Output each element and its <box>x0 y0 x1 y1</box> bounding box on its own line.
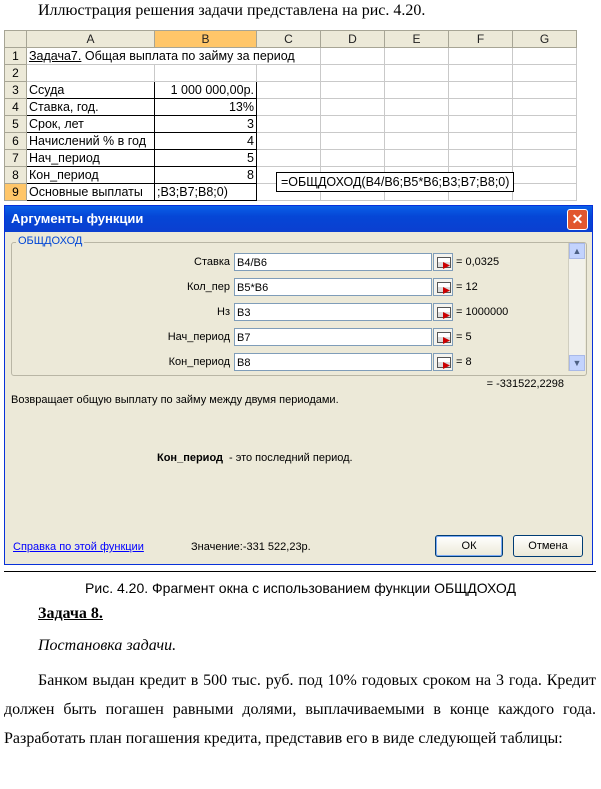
row-header[interactable]: 8 <box>5 167 27 184</box>
cell[interactable] <box>321 116 385 133</box>
figure-caption: Рис. 4.20. Фрагмент окна с использованием функции ОБЩДОХОД <box>85 580 516 596</box>
arg-input-kol-per[interactable]: B5*B6 <box>234 278 432 296</box>
cell[interactable] <box>513 184 577 201</box>
cell-a5[interactable]: Срок, лет <box>27 116 155 133</box>
col-header-c[interactable]: C <box>257 31 321 48</box>
cell[interactable] <box>385 65 449 82</box>
arg-input-kon-period[interactable]: B8 <box>234 353 432 371</box>
argument-name: Кон_период <box>157 452 223 464</box>
cell[interactable] <box>513 99 577 116</box>
task-label: Задача7. <box>29 49 82 63</box>
arg-result: = 8 <box>456 356 472 368</box>
arg-row-nach-period <box>12 328 572 348</box>
function-arguments-dialog <box>4 205 593 565</box>
cell-b5[interactable]: 3 <box>155 116 257 133</box>
cell[interactable] <box>449 65 513 82</box>
arg-result: = 0,0325 <box>456 256 500 268</box>
intro-text: Иллюстрация решения задачи представлена на рис. 4.20. <box>38 2 426 19</box>
cell-a3[interactable]: Ссуда <box>27 82 155 99</box>
arg-result: = 1000000 <box>456 306 509 318</box>
arg-label: Нз <box>217 306 230 318</box>
cell[interactable] <box>513 150 577 167</box>
row-header[interactable]: 5 <box>5 116 27 133</box>
cell[interactable] <box>321 133 385 150</box>
col-header-e[interactable]: E <box>385 31 449 48</box>
help-link[interactable]: Справка по этой функции <box>13 541 144 553</box>
cell[interactable] <box>385 133 449 150</box>
cell[interactable] <box>449 116 513 133</box>
cell[interactable] <box>449 150 513 167</box>
cell-b6[interactable]: 4 <box>155 133 257 150</box>
row-header[interactable]: 7 <box>5 150 27 167</box>
cell[interactable] <box>385 48 449 65</box>
cell[interactable] <box>385 116 449 133</box>
col-header-a[interactable]: A <box>27 31 155 48</box>
cell[interactable] <box>321 99 385 116</box>
scroll-down-icon[interactable]: ▼ <box>569 355 585 371</box>
cell[interactable] <box>513 133 577 150</box>
cell[interactable] <box>321 65 385 82</box>
arg-input-nach-period[interactable]: B7 <box>234 328 432 346</box>
col-header-b[interactable]: B <box>155 31 257 48</box>
cell[interactable] <box>385 99 449 116</box>
col-header-d[interactable]: D <box>321 31 385 48</box>
cell-a8[interactable]: Кон_период <box>27 167 155 184</box>
formula-result: = -331522,2298 <box>486 378 564 390</box>
row-header[interactable]: 2 <box>5 65 27 82</box>
cancel-button[interactable]: Отмена <box>513 535 583 557</box>
cell[interactable] <box>321 150 385 167</box>
arg-input-nz[interactable]: B3 <box>234 303 432 321</box>
value-display <box>191 541 311 553</box>
cell-a6[interactable]: Начислений % в год <box>27 133 155 150</box>
spreadsheet <box>4 30 597 206</box>
function-name-label: ОБЩДОХОД <box>18 235 83 247</box>
arguments-scrollbar[interactable] <box>568 243 585 371</box>
arg-row-nz <box>12 303 572 323</box>
cell-b3[interactable]: 1 000 000,00р. <box>155 82 257 99</box>
row-header[interactable]: 9 <box>5 184 27 201</box>
range-picker-icon[interactable] <box>433 328 453 346</box>
cell[interactable] <box>155 65 257 82</box>
arg-label: Ставка <box>194 256 230 268</box>
cell-a1[interactable] <box>27 48 321 65</box>
cell-a9[interactable]: Основные выплаты <box>27 184 155 201</box>
function-description: Возвращает общую выплату по займу между двумя периодами. <box>11 394 339 406</box>
value-label: Значение: <box>191 541 243 553</box>
cell-b9-editing[interactable]: ;B3;B7;B8;0) <box>155 184 257 201</box>
task-heading: Задача 8. <box>38 605 103 622</box>
arg-label: Нач_период <box>167 331 230 343</box>
arg-result: = 5 <box>456 331 472 343</box>
cell[interactable] <box>513 65 577 82</box>
arg-result: = 12 <box>456 281 478 293</box>
cell[interactable] <box>257 133 321 150</box>
close-icon[interactable]: ✕ <box>567 209 588 230</box>
row-header[interactable]: 1 <box>5 48 27 65</box>
arg-input-stavka[interactable]: B4/B6 <box>234 253 432 271</box>
arguments-group <box>11 235 587 376</box>
dialog-title[interactable]: Аргументы функции <box>5 206 592 232</box>
formula-tooltip: =ОБЩДОХОД(B4/B6;B5*B6;B3;B7;B8;0) <box>276 172 514 192</box>
task-title-text: Общая выплата по займу за период <box>81 49 295 63</box>
argument-help-text: - это последний период. <box>229 452 353 464</box>
cell[interactable] <box>513 48 577 65</box>
arg-label: Кон_период <box>168 356 230 368</box>
range-picker-icon[interactable] <box>433 278 453 296</box>
cell[interactable] <box>321 48 385 65</box>
cell[interactable] <box>257 116 321 133</box>
value-amount: -331 522,23р. <box>242 541 311 553</box>
cell[interactable] <box>385 82 449 99</box>
cell[interactable] <box>513 82 577 99</box>
cell[interactable] <box>321 82 385 99</box>
cell[interactable] <box>449 48 513 65</box>
cell[interactable] <box>257 150 321 167</box>
cell[interactable] <box>513 116 577 133</box>
ok-button[interactable]: ОК <box>435 535 503 557</box>
cell[interactable] <box>449 82 513 99</box>
cell-b4[interactable]: 13% <box>155 99 257 116</box>
row-header[interactable]: 4 <box>5 99 27 116</box>
col-header-f[interactable]: F <box>449 31 513 48</box>
cell[interactable] <box>257 65 321 82</box>
row-header[interactable]: 3 <box>5 82 27 99</box>
range-picker-icon[interactable] <box>433 353 453 371</box>
col-header-g[interactable]: G <box>513 31 577 48</box>
figure-divider <box>4 571 596 572</box>
row-header[interactable]: 6 <box>5 133 27 150</box>
argument-description <box>157 452 353 464</box>
cell[interactable] <box>257 82 321 99</box>
cell-b7[interactable]: 5 <box>155 150 257 167</box>
cell[interactable] <box>449 133 513 150</box>
task-subheading: Постановка задачи. <box>38 637 177 654</box>
task-paragraph: Банком выдан кредит в 500 тыс. руб. под 10% годовых сроком на 3 года. Кредит должен быть погашен равными долями, выплачиваемыми в конце каждого года. Разработать план погашения кредита, представив его в виде следующей таблицы: <box>4 672 596 747</box>
cell[interactable] <box>513 167 577 184</box>
range-picker-icon[interactable] <box>433 253 453 271</box>
arg-row-kol-per <box>12 278 572 298</box>
cell[interactable] <box>27 65 155 82</box>
cell[interactable] <box>449 99 513 116</box>
arg-row-kon-period <box>12 353 572 373</box>
cell-a7[interactable]: Нач_период <box>27 150 155 167</box>
cell-b8[interactable]: 8 <box>155 167 257 184</box>
scroll-up-icon[interactable]: ▲ <box>569 243 585 259</box>
cell[interactable] <box>257 99 321 116</box>
corner-cell[interactable] <box>5 31 27 48</box>
arg-row-stavka <box>12 253 572 273</box>
cell-a4[interactable]: Ставка, год. <box>27 99 155 116</box>
range-picker-icon[interactable] <box>433 303 453 321</box>
arg-label: Кол_пер <box>186 281 230 293</box>
cell[interactable] <box>385 150 449 167</box>
